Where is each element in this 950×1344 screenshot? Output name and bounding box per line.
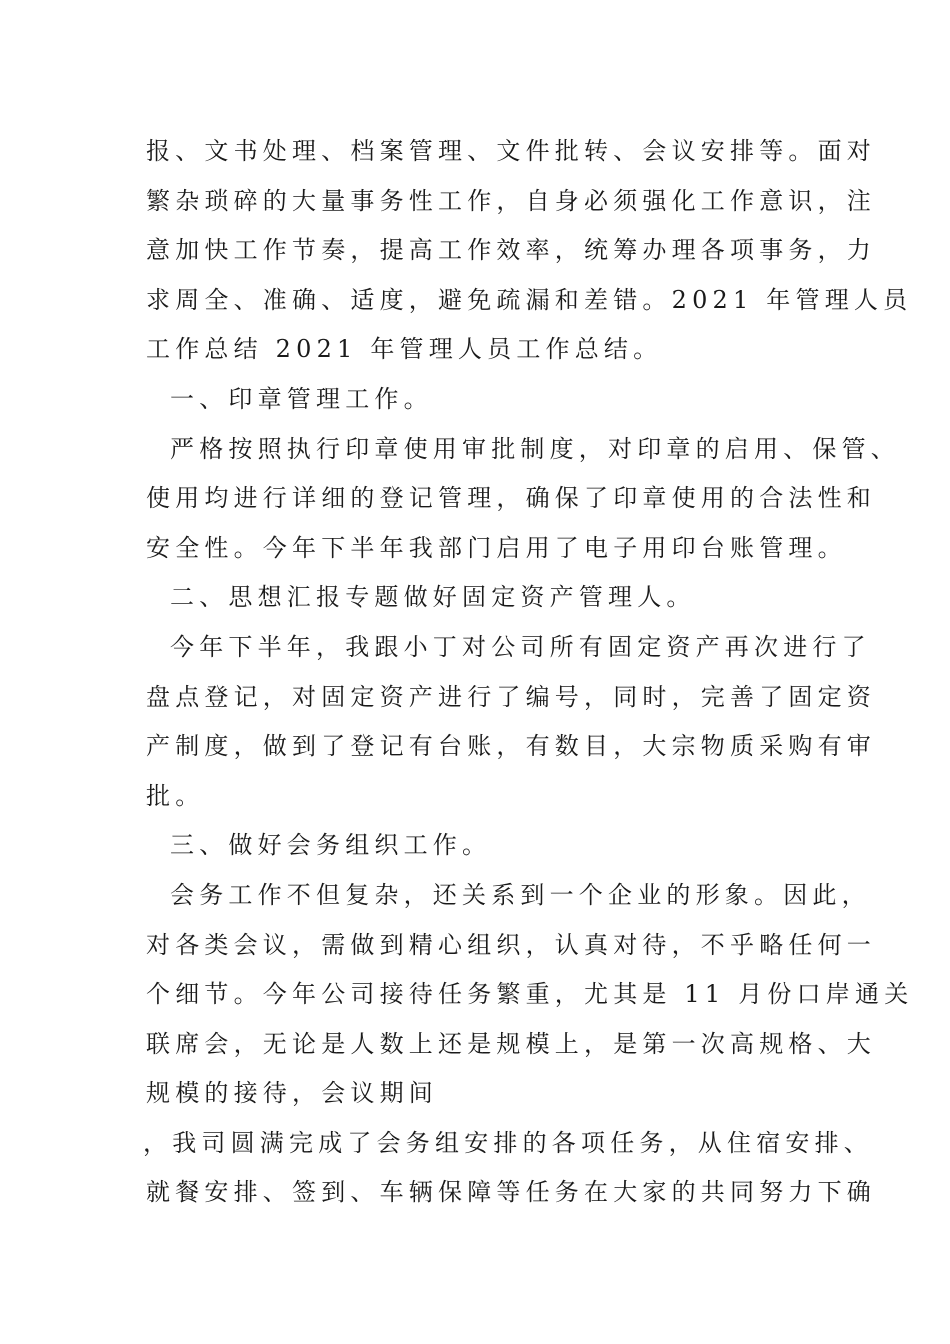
paragraph-line-8: 使用均进行详细的登记管理，确保了印章使用的合法性和: [146, 484, 876, 513]
paragraph-line-21: ，我司圆满完成了会务组安排的各项任务，从住宿安排、: [143, 1128, 873, 1157]
paragraph-line-12: 盘点登记，对固定资产进行了编号，同时，完善了固定资: [146, 682, 876, 711]
paragraph-line-2: 繁杂琐碎的大量事务性工作，自身必须强化工作意识，注: [146, 186, 876, 215]
paragraph-line-17: 对各类会议，需做到精心组织，认真对待，不乎略任何一: [146, 930, 876, 959]
paragraph-line-14: 批。: [146, 781, 205, 810]
document-body: [143, 127, 914, 1218]
paragraph-line-11: 今年下半年，我跟小丁对公司所有固定资产再次进行了: [170, 632, 871, 661]
paragraph-line-3: 意加快工作节奏，提高工作效率，统筹办理各项事务，力: [146, 236, 876, 265]
section-heading-conference-work: 三、做好会务组织工作。: [170, 831, 492, 860]
paragraph-line-22: 就餐安排、签到、车辆保障等任务在大家的共同努力下确: [146, 1178, 876, 1207]
paragraph-line-5: 工作总结 2021 年管理人员工作总结。: [146, 335, 663, 364]
paragraph-line-16: 会务工作不但复杂，还关系到一个企业的形象。因此，: [170, 880, 871, 909]
paragraph-line-13: 产制度，做到了登记有台账，有数目，大宗物质采购有审: [146, 732, 876, 761]
section-heading-fixed-assets: 二、思想汇报专题做好固定资产管理人。: [170, 583, 696, 612]
paragraph-line-19: 联席会，无论是人数上还是规模上，是第一次高规格、大: [146, 1029, 876, 1058]
paragraph-line-7: 严格按照执行印章使用审批制度，对印章的启用、保管、: [170, 434, 900, 463]
paragraph-line-9: 安全性。今年下半年我部门启用了电子用印台账管理。: [146, 533, 847, 562]
section-heading-seal-management: 一、印章管理工作。: [170, 384, 433, 413]
paragraph-line-4: 求周全、准确、适度，避免疏漏和差错。2021 年管理人员: [146, 285, 913, 314]
paragraph-line-18: 个细节。今年公司接待任务繁重，尤其是 11 月份口岸通关: [146, 980, 914, 1009]
paragraph-line-1: 报、文书处理、档案管理、文件批转、会议安排等。面对: [146, 137, 876, 165]
paragraph-line-20: 规模的接待，会议期间: [146, 1079, 438, 1108]
